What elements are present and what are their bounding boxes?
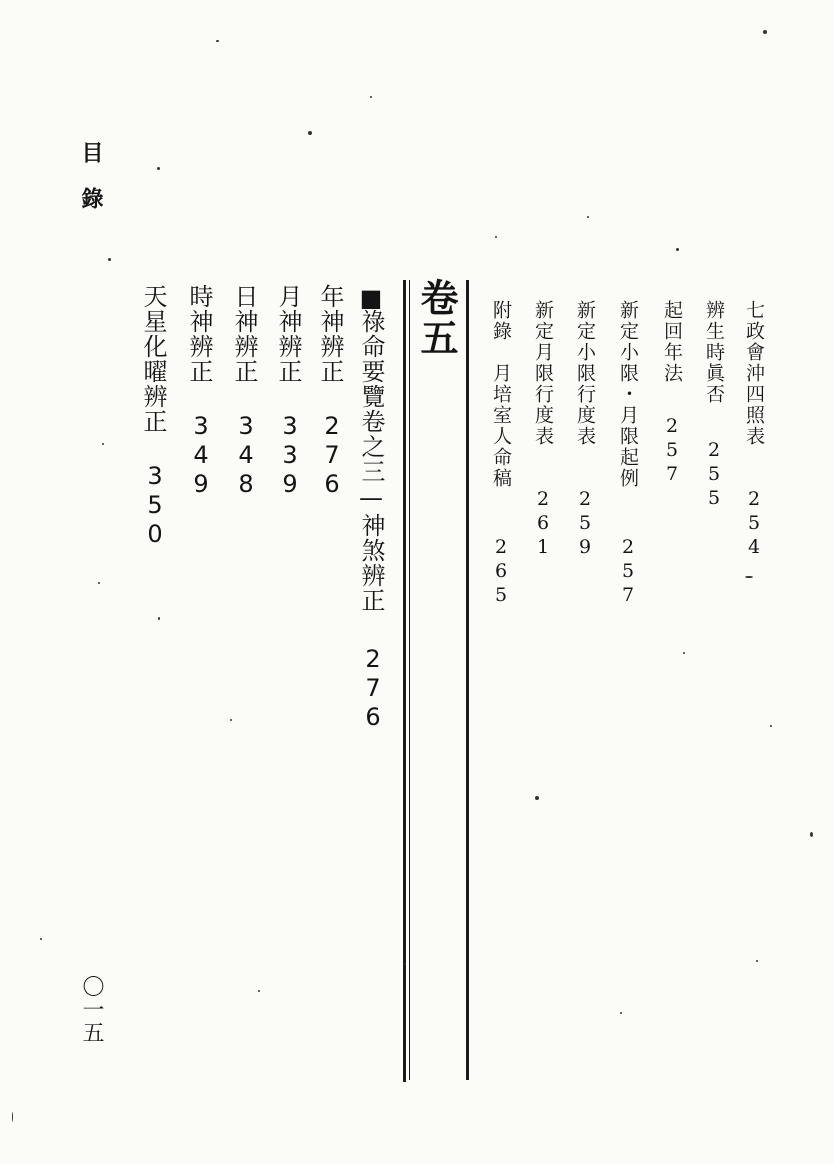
scan-speck — [98, 582, 100, 584]
scan-speck — [230, 719, 232, 721]
entry-title: 附錄 月培室人命稿 — [490, 300, 512, 489]
divider-rule-left-outer — [403, 280, 406, 1082]
entry-page: 257 — [661, 415, 683, 487]
divider-rule-left-inner — [409, 280, 410, 1080]
scan-speck — [40, 938, 42, 940]
scan-speck — [770, 725, 772, 727]
scan-speck — [763, 30, 767, 34]
entry-title: 新定小限・月限起例 — [617, 300, 639, 489]
entry-page: 259 — [574, 488, 596, 560]
scan-speck — [676, 248, 679, 251]
scan-speck — [216, 40, 219, 42]
entry-title: 起回年法 — [661, 300, 683, 384]
scan-speck — [587, 216, 589, 218]
entry-title: 新定小限行度表 — [574, 300, 596, 447]
entry-page: 265 — [490, 536, 512, 608]
entry-page: 254 — [743, 488, 765, 560]
entry-title: 天星化曜辨正 — [139, 284, 167, 434]
scan-speck — [370, 96, 372, 98]
scan-speck — [745, 576, 753, 578]
entry-page: 257 — [617, 536, 639, 608]
scan-speck — [308, 131, 312, 135]
section-page: 276 — [359, 645, 387, 732]
scan-speck — [495, 236, 497, 238]
scan-speck — [810, 832, 813, 837]
scan-speck — [102, 443, 104, 445]
scan-speck — [158, 617, 160, 620]
entry-page: 276 — [318, 412, 346, 499]
toc-heading-mu: 目 — [78, 141, 104, 163]
toc-heading-lu: 錄 — [78, 187, 104, 209]
section-marker: ■ — [357, 284, 385, 313]
entry-page: 255 — [703, 439, 725, 511]
scan-speck — [258, 990, 260, 992]
scan-speck — [620, 1012, 622, 1014]
divider-rule-right — [466, 280, 469, 1080]
scan-speck — [683, 652, 685, 654]
entry-page: 349 — [187, 412, 215, 499]
scan-speck — [404, 963, 406, 965]
page-number: 〇一五 — [79, 975, 104, 1044]
scan-speck — [12, 1112, 13, 1122]
entry-title: 辨生時眞否 — [703, 300, 725, 405]
entry-page: 339 — [276, 412, 304, 499]
entry-page: 348 — [232, 412, 260, 499]
entry-title: 時神辨正 — [185, 284, 213, 384]
entry-page: 261 — [532, 488, 554, 560]
entry-title: 日神辨正 — [230, 284, 258, 384]
scan-speck — [756, 960, 758, 962]
entry-title: 年神辨正 — [316, 284, 344, 384]
entry-page: 350 — [141, 462, 169, 549]
scan-speck — [535, 796, 539, 800]
scan-speck — [157, 167, 160, 170]
scan-speck — [108, 258, 111, 261]
section-title: 祿命要覽卷之三—神煞辨正 — [357, 309, 385, 613]
volume-title: 卷五 — [414, 278, 458, 358]
entry-title: 月神辨正 — [274, 284, 302, 384]
entry-title: 七政會沖四照表 — [743, 300, 765, 447]
entry-title: 新定月限行度表 — [532, 300, 554, 447]
